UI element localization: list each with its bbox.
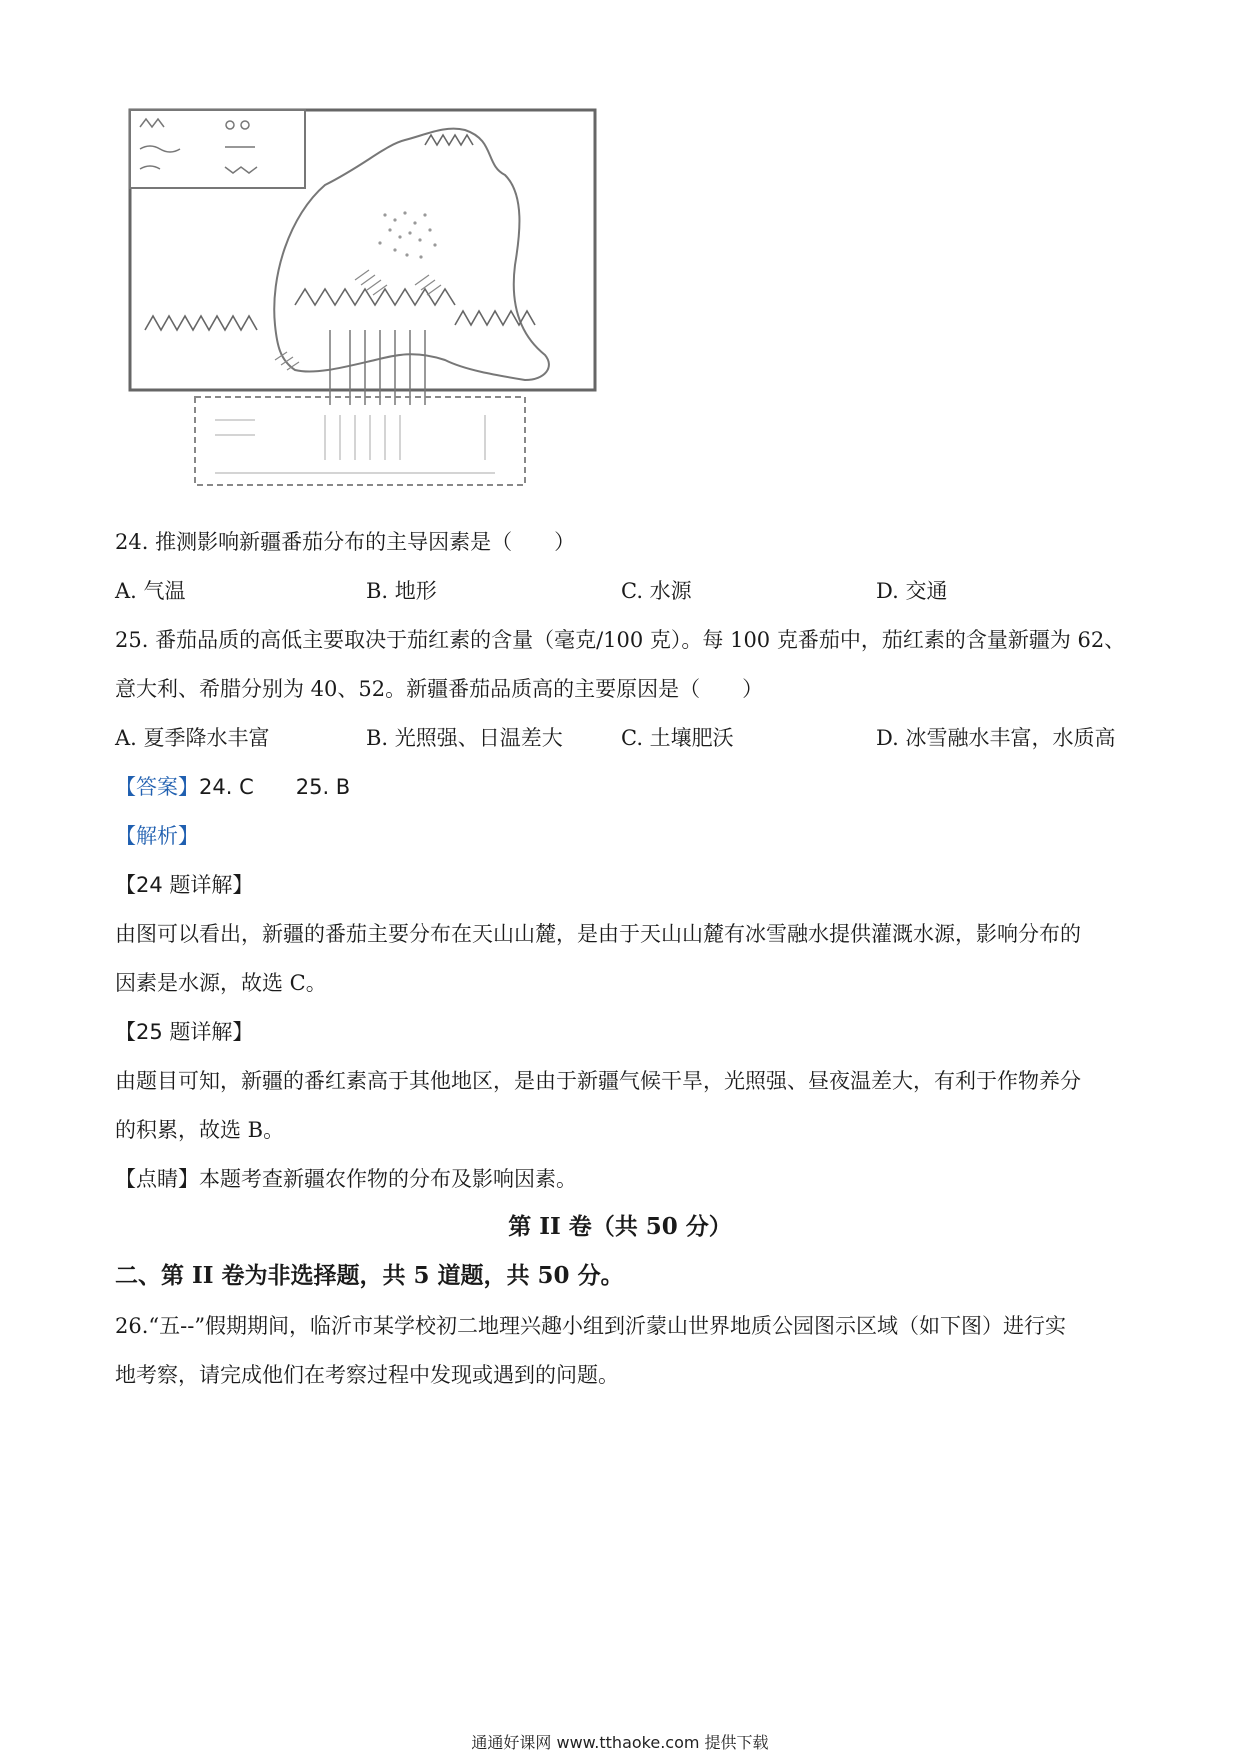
- question-24-stem: 24. 推测影响新疆番茄分布的主导因素是（ ）: [115, 530, 576, 554]
- detail-25-line-2: 的积累，故选 B。: [115, 1118, 285, 1142]
- question-25-stem-line-1: 25. 番茄品质的高低主要取决于茄红素的含量（毫克/100 克）。每 100 克番茄中，茄红素的含量新疆为 62、: [115, 628, 1126, 652]
- question-24-option-c: C. 水源: [621, 579, 692, 603]
- question-25-option-a: A. 夏季降水丰富: [115, 726, 270, 750]
- question-26-line-2: 地考察，请完成他们在考察过程中发现或遇到的问题。: [115, 1363, 619, 1387]
- pointer-label: 【点睛】: [115, 1167, 199, 1191]
- question-24-option-d: D. 交通: [876, 579, 948, 603]
- map-figure: [125, 105, 605, 495]
- footer-source: 通通好课网 www.tthaoke.com 提供下载: [471, 1733, 769, 1752]
- question-25-option-c: C. 土壤肥沃: [621, 726, 734, 750]
- pointer-line: [115, 1165, 577, 1193]
- answer-line: [115, 773, 350, 801]
- analysis-label: 【解析】: [115, 824, 199, 848]
- detail-25-label: 【25 题详解】: [115, 1020, 254, 1044]
- question-24-option-a: A. 气温: [115, 579, 186, 603]
- detail-24-line-2: 因素是水源，故选 C。: [115, 971, 327, 995]
- question-25-stem-line-2: 意大利、希腊分别为 40、52。新疆番茄品质高的主要原因是（ ）: [115, 677, 764, 701]
- question-25-option-d: D. 冰雪融水丰富，水质高: [876, 726, 1116, 750]
- section-2-heading: 二、第 II 卷为非选择题，共 5 道题，共 50 分。: [115, 1262, 624, 1289]
- detail-24-label: 【24 题详解】: [115, 873, 254, 897]
- detail-25-line-1: 由题目可知，新疆的番红素高于其他地区，是由于新疆气候干旱，光照强、昼夜温差大，有利于作物养分: [115, 1069, 1081, 1093]
- answer-label: 【答案】: [115, 775, 199, 799]
- pointer-text: 本题考查新疆农作物的分布及影响因素。: [199, 1167, 577, 1191]
- answer-text: 24. C 25. B: [199, 775, 351, 799]
- section-2-title: 第 II 卷（共 50 分）: [508, 1213, 732, 1240]
- question-26-line-1: 26.“五--”假期期间，临沂市某学校初二地理兴趣小组到沂蒙山世界地质公园图示区域（如下图）进行实: [115, 1314, 1067, 1338]
- detail-24-line-1: 由图可以看出，新疆的番茄主要分布在天山山麓，是由于天山山麓有冰雪融水提供灌溉水源，影响分布的: [115, 922, 1081, 946]
- question-24-option-b: B. 地形: [366, 579, 437, 603]
- question-25-option-b: B. 光照强、日温差大: [366, 726, 563, 750]
